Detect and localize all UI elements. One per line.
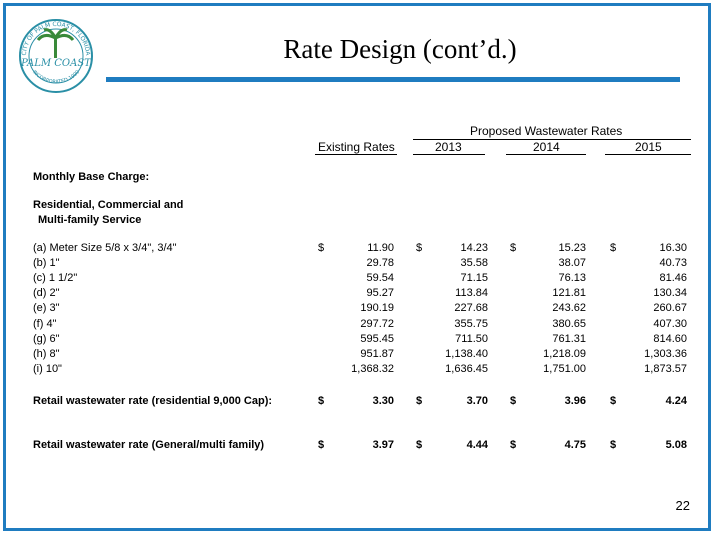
rate-2014-cell: 121.81 — [552, 287, 586, 300]
currency-symbol: $ — [416, 242, 423, 254]
logo-bottom-text: INCORPORATED 1999 — [30, 69, 82, 86]
existing-rate-cell: 59.54 — [366, 272, 394, 285]
existing-rates-header: Existing Rates — [318, 140, 395, 154]
existing-rate-cell: 190.19 — [360, 302, 394, 315]
year-2013-rule — [413, 154, 485, 155]
row-label: Retail wastewater rate (residential 9,000 Cap): — [33, 395, 273, 407]
proposed-rates-header: Proposed Wastewater Rates — [470, 124, 623, 138]
rate-2013-cell: 1,636.45 — [445, 362, 488, 375]
row-label: (h) 8" — [33, 347, 60, 360]
rate-2015-cell: 1,303.36 — [644, 347, 687, 360]
rate-2015-cell: 5.08 — [665, 439, 687, 451]
row-label: (e) 3" — [33, 302, 60, 315]
row-label: (d) 2" — [33, 287, 60, 300]
rate-2014-cell: 1,751.00 — [543, 362, 586, 375]
rate-2015-cell: 40.73 — [659, 257, 687, 270]
year-2015-header: 2015 — [635, 140, 662, 154]
rate-2014-cell: 243.62 — [552, 302, 586, 315]
currency-symbol: $ — [318, 395, 325, 407]
rate-2013-cell: 3.70 — [466, 395, 488, 407]
rate-2013-cell: 35.58 — [460, 257, 488, 270]
rate-2013-cell: 113.84 — [455, 287, 488, 300]
rate-2014-cell: 76.13 — [558, 272, 586, 285]
existing-rate-cell: 11.90 — [367, 242, 394, 254]
existing-rate-cell: 3.30 — [372, 395, 394, 407]
currency-symbol: $ — [416, 395, 423, 407]
service-label-line2: Multi-family Service — [38, 214, 142, 226]
rate-2015-cell: 130.34 — [653, 287, 687, 300]
year-2013-header: 2013 — [435, 140, 462, 154]
rate-2013-cell: 71.15 — [460, 272, 488, 285]
rate-2014-cell: 1,218.09 — [543, 347, 586, 360]
rate-2013-cell: 227.68 — [454, 302, 488, 315]
row-label: (i) 10" — [33, 362, 62, 375]
rate-2013-cell: 1,138.40 — [445, 347, 488, 360]
existing-rate-cell: 1,368.32 — [351, 362, 394, 375]
rate-2015-cell: 1,873.57 — [644, 362, 687, 375]
row-label: (f) 4" — [33, 317, 57, 330]
currency-symbol: $ — [610, 242, 617, 254]
rate-2013-cell: 14.23 — [460, 242, 488, 254]
year-2014-header: 2014 — [533, 140, 560, 154]
rate-2015-cell: 260.67 — [653, 302, 687, 315]
logo-name: PALM COAST — [21, 58, 91, 69]
existing-rate-cell: 95.27 — [366, 287, 394, 300]
rate-2014-cell: 15.23 — [558, 242, 586, 254]
rate-2014-cell: 380.65 — [552, 317, 586, 330]
logo-top-text: CITY OF PALM COAST, FLORIDA — [20, 20, 92, 56]
existing-rate-cell: 595.45 — [360, 332, 394, 345]
rate-2015-cell: 407.30 — [653, 317, 687, 330]
service-label-line1: Residential, Commercial and — [33, 199, 184, 211]
currency-symbol: $ — [318, 242, 325, 254]
currency-symbol: $ — [510, 395, 517, 407]
row-label: Retail wastewater rate (General/multi family) — [33, 439, 265, 451]
monthly-base-label: Monthly Base Charge: — [33, 171, 150, 183]
page-number: 22 — [675, 498, 690, 513]
year-2014-rule — [506, 154, 586, 155]
existing-rate-cell: 29.78 — [366, 257, 394, 270]
row-label: (b) 1" — [33, 257, 60, 270]
currency-symbol: $ — [510, 242, 517, 254]
existing-header-rule — [315, 154, 397, 155]
year-2015-rule — [605, 154, 691, 155]
rate-2015-cell: 814.60 — [653, 332, 687, 345]
rate-2013-cell: 4.44 — [466, 439, 488, 451]
rate-2015-cell: 81.46 — [659, 272, 687, 285]
existing-rate-cell: 951.87 — [360, 347, 394, 360]
rate-2013-cell: 355.75 — [454, 317, 488, 330]
row-label: (a) Meter Size 5/8 x 3/4", 3/4" — [33, 242, 177, 254]
rate-2015-cell: 4.24 — [665, 395, 687, 407]
rate-2014-cell: 3.96 — [564, 395, 586, 407]
existing-rate-cell: 3.97 — [372, 439, 394, 451]
rate-2015-cell: 16.30 — [659, 242, 687, 254]
rate-2013-cell: 711.50 — [455, 332, 488, 345]
currency-symbol: $ — [510, 439, 517, 451]
currency-symbol: $ — [610, 395, 617, 407]
rate-2014-cell: 761.31 — [552, 332, 586, 345]
row-label: (g) 6" — [33, 332, 60, 345]
currency-symbol: $ — [610, 439, 617, 451]
row-label: (c) 1 1/2" — [33, 272, 78, 285]
existing-rate-cell: 297.72 — [360, 317, 394, 330]
currency-symbol: $ — [318, 439, 325, 451]
rate-2014-cell: 4.75 — [564, 439, 586, 451]
currency-symbol: $ — [416, 439, 423, 451]
rate-2014-cell: 38.07 — [558, 257, 586, 270]
slide-title: Rate Design (cont’d.) — [283, 34, 517, 64]
